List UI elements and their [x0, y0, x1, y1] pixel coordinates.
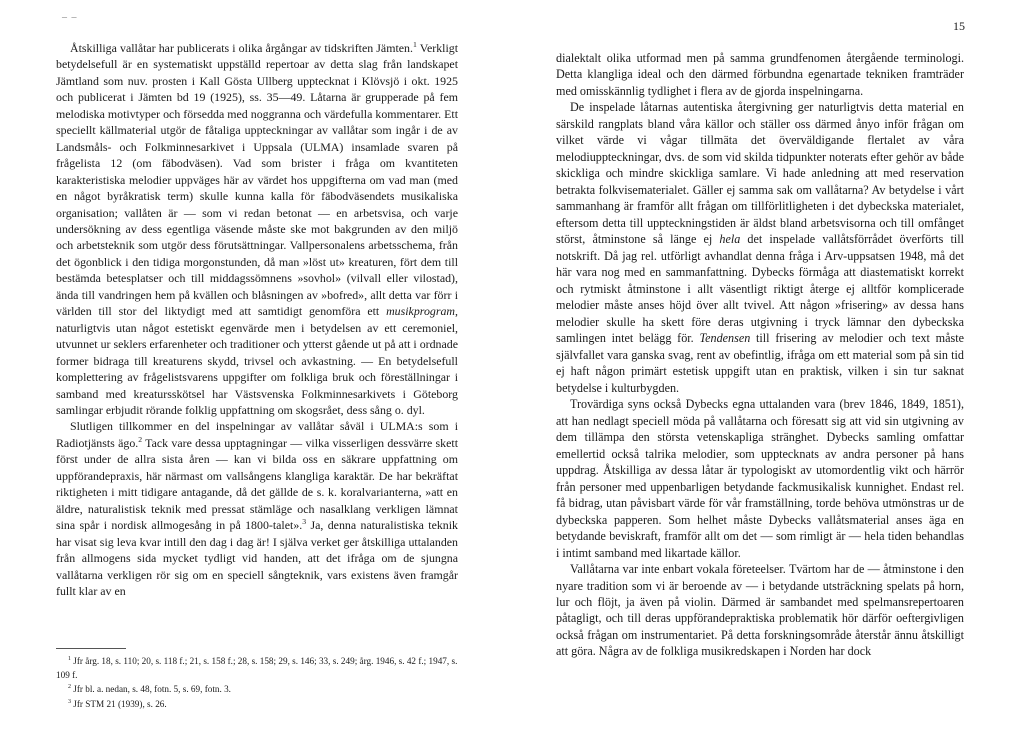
italic-text: musikprogram	[386, 304, 456, 319]
text-run: dialektalt olika utformad men på samma grundfenomen återgående terminologi. Detta klangliga ideal och den därmed förbundna egenartade tekniken framträder med omisskännlig tydlighet i flera av de gjorda inspelningarna.	[556, 51, 964, 98]
text-run: Åtskilliga vallåtar har publicerats i olika årgångar av tidskriften Jämten.	[70, 41, 413, 55]
footnotes	[56, 654, 458, 711]
text-run: det inspelade vallåtsförrådet överförts till notskrift. Då jag rel. utförligt avhandlat denna fråga i Arv-uppsatsen 1948, må det här vara nog med en sammanfattning. Dybecks förmåga att diastematiskt korrekt och rytmiskt åtminstone i allt väsentligt riktigt återge ej alltför komplicerade melodier måste anses höjd över allt tvivel. Att någon »frisering» av dessa hans melodier skulle ha skett före deras utgivning i tryck lämnar den dybeckska samlingen intet belägg för.	[556, 232, 964, 346]
footnote-ref: 1	[412, 40, 417, 50]
footnote-ref: 3	[302, 517, 307, 527]
footnote	[56, 682, 458, 696]
text-run: Vallåtarna var inte enbart vokala företeelser. Tvärtom har de — åtminstone i den nyare tradition som vi är beroende av — i betydande utsträckning spelats på horn, lur och flöjt, ja även på violin. Därmed är sambandet med spelmansrepertoaren påtagligt, och till deras uppförandepraktiska problematik hör därför oeftergivligen också frågan om instrumentariet. På detta forskningsområde återstår ännu åtskilligt att göra. Några av de folkliga musikredskapen i Norden har dock	[556, 562, 964, 659]
left-body-text	[56, 40, 458, 599]
right-body-text	[556, 50, 964, 660]
text-run: , naturligtvis utan något estetiskt egenvärde men i betydelsen av ett ceremoniel, utvunnet ur seklers erfarenheter och traditioner och ytterst gående ut på att i ordnade former bidraga till kreaturens skydd, trivsel och avkastning. — En betydelsefull komplettering av frågelistsvarens uppgifter om folkliga bruk och föreställningar i samband med kreatursskötsel har Västsvenska Folkminnesarkivets i Göteborg samlingar erbjudit rörande folklig uppfattning om skogsrået, dess sång o. dyl.	[56, 304, 458, 417]
right-page	[512, 0, 1023, 750]
paragraph	[556, 99, 964, 396]
footnote-ref: 2	[68, 684, 71, 691]
text-run: Jfr STM 21 (1939), s. 26.	[70, 698, 167, 709]
footnote	[56, 697, 458, 711]
text-run: till frisering av melodier och text måste självfallet vara ganska svag, rent av obefintlig, ifråga om ett material som på sin tid ej haft någon primärt estetisk uppgift utan en praktisk, vilken i sin tur saknat betydelse i kulturbygden.	[556, 331, 964, 395]
text-run: Slutligen tillkommer en del inspelningar av vallåtar såväl i ULMA:s som i Radiotjänsts ägo.	[56, 419, 458, 450]
text-run: Verkligt betydelsefull är en systematiskt uppställd repertoar av detta slag från landskapet Jämtland som nuv. prosten i Kall Gösta Ullberg upptecknat i Klövsjö i okt. 1925 och publicerat i Jämten bd 19 (1925), ss. 35—49. Låtarna är grupperade på fem melodiska motivtyper och försedda med noggranna och värdefulla kommentarer. Ett speciellt källmaterial utgör de fåtaliga uppteckningar av vallåtar som ingår i de av Landsmåls- och Folkminnesarkivet i Uppsala (ULMA) insamlade svaren på frågelista 12 (om fäbodväsen). Vad som brister i fråga om kvantiteten karakteristiska melodier uppväges här av värdet hos uppgifterna om vad man (med en något byråkratisk term) skulle kunna kalla för fäbodväsendets musikaliska organisation; vallåten är — som vi redan betonat — en arbetsvisa, och varje undersökning av dess egentliga väsende måste ske mot bakgrunden av den miljö och arbetsteknik som utgör dess förutsättningar. Vallpersonalens arbetsschema, från det ögonblick i den tidiga morgonstunden, då man »löst ut» kreaturen, fört dem till bestämda betesplatser och till middagssömnens »sovhol» (vilvall eller vilostad), ända till vandringen hem på kvällen och blåsningen av »bofred», allt detta var förr i världen till stor del liktydigt med att samtidigt genomföra ett	[56, 41, 458, 319]
text-run: Jfr bl. a. nedan, s. 48, fotn. 5, s. 69, fotn. 3.	[70, 684, 231, 695]
footnote-ref: 3	[68, 698, 71, 705]
text-run: Tack vare dessa upptagningar — vilka visserligen dessvärre skett först under de allra sista åren — kan vi bilda oss en säkrare uppfattning om uppförandepraxis, här närmast om vallsångens klangliga karaktär. De har bekräftat riktigheten i mitt tidigare antagande, då det gällde de s. k. koralvarianterna, »att en äldre, naturalistisk teknik med pressat stämläge och nasalklang verkligen lämnat sina spår i nordisk allmogesång in på 1800-talet».	[56, 435, 458, 533]
paragraph	[556, 561, 964, 660]
footnote-divider	[56, 648, 126, 649]
footnote-ref: 2	[138, 434, 143, 444]
paragraph	[56, 418, 458, 599]
italic-text: Tendensen	[699, 331, 751, 346]
footnote	[56, 654, 458, 682]
left-page	[0, 0, 511, 750]
text-run: Jfr årg. 18, s. 110; 20, s. 118 f.; 21, s. 158 f.; 28, s. 158; 29, s. 146; 33, s. 249; årg. 1946, s. 42 f.; 1947, s. 109 f.	[56, 656, 458, 681]
text-run: Ja, denna naturalistiska teknik har visat sig leva kvar intill den dag i dag är! I själva verket ger åtskilliga uttalanden från allmogens sida mycket tydligt vid handen, att det ifråga om de sjungna vallåtarna verkligen rör sig om en speciell sångteknik, vars existens även framgår fullt klar av en	[56, 518, 458, 598]
paragraph	[556, 396, 964, 561]
italic-text: hela	[719, 232, 741, 247]
footnote-ref: 1	[68, 655, 71, 662]
page-number: 15	[953, 19, 965, 33]
text-run: De inspelade låtarnas autentiska återgivning ger naturligtvis detta material en särskild rangplats bland våra källor och ställer oss därmed ånyo inför frågan om vilket värde vi vågar tillmäta det överväldigande flertalet av våra melodiuppteckningar, dvs. de som vid skilda tidpunkter noterats efter gehör av både skickliga och mindre skickliga samlare. Vi hade anledning att med reservation betrakta folkvisematerialet. Gäller ej samma sak om vallåtarna? Av betydelse i vårt sammanhang är framför allt frågan om tillförlitligheten i det dybeckska materialet, eftersom detta till uppteckningstiden är äldst bland arbetsvisorna och till omfånget störst, åtminstone så länge ej	[556, 100, 964, 247]
header-mark: – –	[62, 12, 78, 23]
text-run: Trovärdiga syns också Dybecks egna uttalanden vara (brev 1846, 1849, 1851), att han nedlagt speciell möda på vallåtarna och föresatt sig att vid sin utgivning av dem tillämpa den största vetenskapliga stränghet. Dybecks samling omfattar emellertid också talrika melodier, som upptecknats av andra personer på hans uppdrag. Åtskilliga av dessa låtar är typologiskt av utomordentlig vikt och härrör från personer med uppenbarligen betydande fackmusikalisk kunnighet. Endast rel. få bidrag, utan påvisbart värde för vår framställning, torde behöva utmönstras ur de dybeckska papperen. Som helhet måste Dybecks vallåtsmaterial anses äga en betydande beviskraft, framför allt om det — som rimligt är — hela tiden behandlas i intimt samband med likartade källor.	[556, 397, 964, 560]
paragraph	[56, 40, 458, 418]
paragraph	[556, 50, 964, 99]
